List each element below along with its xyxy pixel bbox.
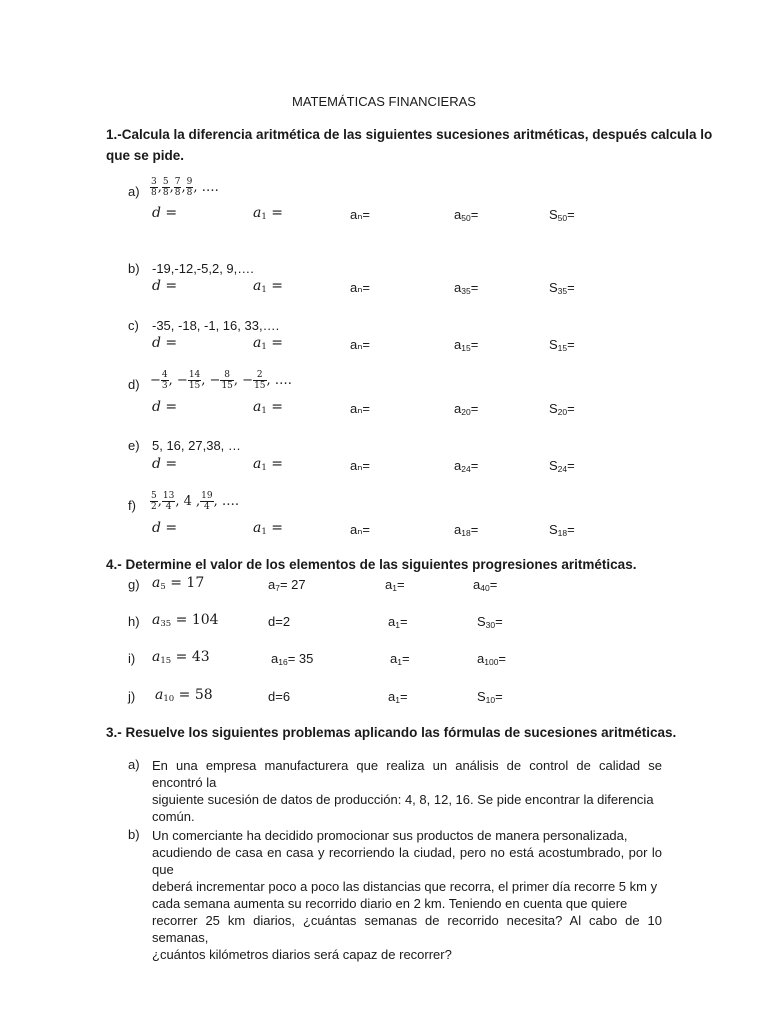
given-second: $a_{16}= 35$ [271, 651, 314, 667]
unknown-a1: $a_1=$ [388, 689, 408, 705]
unknown-a1: $a_1=$ [388, 614, 408, 630]
given-term: $a_{10} = 58$ [155, 687, 213, 704]
d-equals: d = [152, 456, 178, 472]
s-n-equals: $S_{35}=$ [549, 280, 575, 296]
sequence-d: − $\frac{4}{3}$ , − $\frac{14}{15}$ , − $\frac{8}{15}$ , − $\frac{2}{15}$ , …. [150, 370, 292, 391]
problem-line: acudiendo de casa en casa y recorriendo la ciudad, pero no está acostumbrado, por lo que [152, 845, 662, 877]
a-n-equals: $a_{24}=$ [454, 458, 479, 474]
section-3-heading: 3.- Resuelve los siguientes problemas aplicando las fórmulas de sucesiones aritméticas. [106, 725, 677, 740]
section-1-heading-line1: 1.-Calcula la diferencia aritmética de las siguientes sucesiones aritméticas, después calcula lo [106, 127, 713, 142]
an-equals: aₙ= [350, 207, 371, 222]
d-equals: d = [152, 205, 178, 221]
item-label: a) [128, 184, 140, 199]
item-label: d) [128, 377, 140, 392]
item-label: f) [128, 498, 136, 513]
item-label: j) [128, 689, 136, 704]
d-equals: d = [152, 520, 178, 536]
a-n-equals: $a_{20}=$ [454, 401, 479, 417]
problem-b-text [152, 827, 662, 963]
given-term: $a_5 = 17$ [152, 575, 205, 592]
sequence-c: -35, -18, -1, 16, 33,…. [152, 318, 280, 333]
unknown-last: $S_{30}=$ [477, 614, 503, 630]
item-label: h) [128, 614, 140, 629]
problem-line: Un comerciante ha decidido promocionar sus productos de manera personalizada, [152, 828, 628, 843]
a1-equals: $a_1$ = [253, 399, 283, 416]
section-4-heading: 4.- Determine el valor de los elementos de las siguientes progresiones aritméticas. [106, 557, 637, 572]
a1-equals: $a_1$ = [253, 205, 283, 222]
section-1-heading-line2: que se pide. [106, 148, 185, 163]
unknown-last: $a_{40}=$ [473, 577, 498, 593]
s-n-equals: $S_{24}=$ [549, 458, 575, 474]
an-equals: aₙ= [350, 280, 371, 295]
page-title: MATEMÁTICAS FINANCIERAS [292, 94, 476, 109]
a1-equals: $a_1$ = [253, 335, 283, 352]
a-n-equals: $a_{18}=$ [454, 522, 479, 538]
d-equals: d = [152, 399, 178, 415]
sequence-f: $\frac{5}{2}$ , $\frac{13}{4}$ , 4 , $\frac{19}{4}$ , …. [151, 491, 239, 512]
problem-line: deberá incrementar poco a poco las distancias que recorra, el primer día recorre 5 km y [152, 879, 658, 894]
given-term: $a_{15} = 43$ [152, 649, 210, 666]
an-equals: aₙ= [350, 522, 371, 537]
item-label: i) [128, 651, 136, 666]
s-n-equals: $S_{20}=$ [549, 401, 575, 417]
a-n-equals: $a_{35}=$ [454, 280, 479, 296]
item-label: b) [128, 261, 140, 276]
d-equals: d = [152, 335, 178, 351]
sequence-b: -19,-12,-5,2, 9,…. [152, 261, 254, 276]
an-equals: aₙ= [350, 401, 371, 416]
sequence-e: 5, 16, 27,38, … [152, 438, 241, 453]
problem-label: b) [128, 827, 140, 842]
problem-a-text [152, 757, 662, 825]
a1-equals: $a_1$ = [253, 456, 283, 473]
item-label: e) [128, 438, 140, 453]
problem-line: cada semana aumenta su recorrido diario en 2 km. Teniendo en cuenta que quiere [152, 896, 628, 911]
a1-equals: $a_1$ = [253, 278, 283, 295]
problem-line: recorrer 25 km diarios, ¿cuántas semanas de recorrido necesita? Al cabo de 10 semanas, [152, 913, 662, 945]
an-equals: aₙ= [350, 337, 371, 352]
a-n-equals: $a_{15}=$ [454, 337, 479, 353]
d-equals: d = [152, 278, 178, 294]
sequence-a: $\frac{3}{8}$ , $\frac{5}{8}$ , $\frac{7}{8}$ , $\frac{9}{8}$ , …. [151, 177, 219, 198]
given-term: $a_{35} = 104$ [152, 612, 219, 629]
problem-line: En una empresa manufacturera que realiza un análisis de control de calidad se encontró la [152, 758, 662, 790]
an-equals: aₙ= [350, 458, 371, 473]
item-label: c) [128, 318, 139, 333]
unknown-a1: $a_1=$ [390, 651, 410, 667]
unknown-a1: $a_1=$ [385, 577, 405, 593]
problem-line: ¿cuántos kilómetros diarios será capaz de recorrer? [152, 947, 452, 962]
unknown-last: $a_{100}=$ [477, 651, 507, 667]
unknown-last: $S_{10}=$ [477, 689, 503, 705]
given-second: $a_7= 27$ [268, 577, 306, 593]
s-n-equals: $S_{50}=$ [549, 207, 575, 223]
problem-line: siguiente sucesión de datos de producción: 4, 8, 12, 16. Se pide encontrar la diferencia [152, 792, 654, 807]
a-n-equals: $a_{50}=$ [454, 207, 479, 223]
s-n-equals: $S_{15}=$ [549, 337, 575, 353]
given-second: d=2 [268, 614, 291, 629]
item-label: g) [128, 577, 140, 592]
a1-equals: $a_1$ = [253, 520, 283, 537]
problem-label: a) [128, 757, 140, 772]
s-n-equals: $S_{18}=$ [549, 522, 575, 538]
problem-line: común. [152, 809, 195, 824]
given-second: d=6 [268, 689, 291, 704]
